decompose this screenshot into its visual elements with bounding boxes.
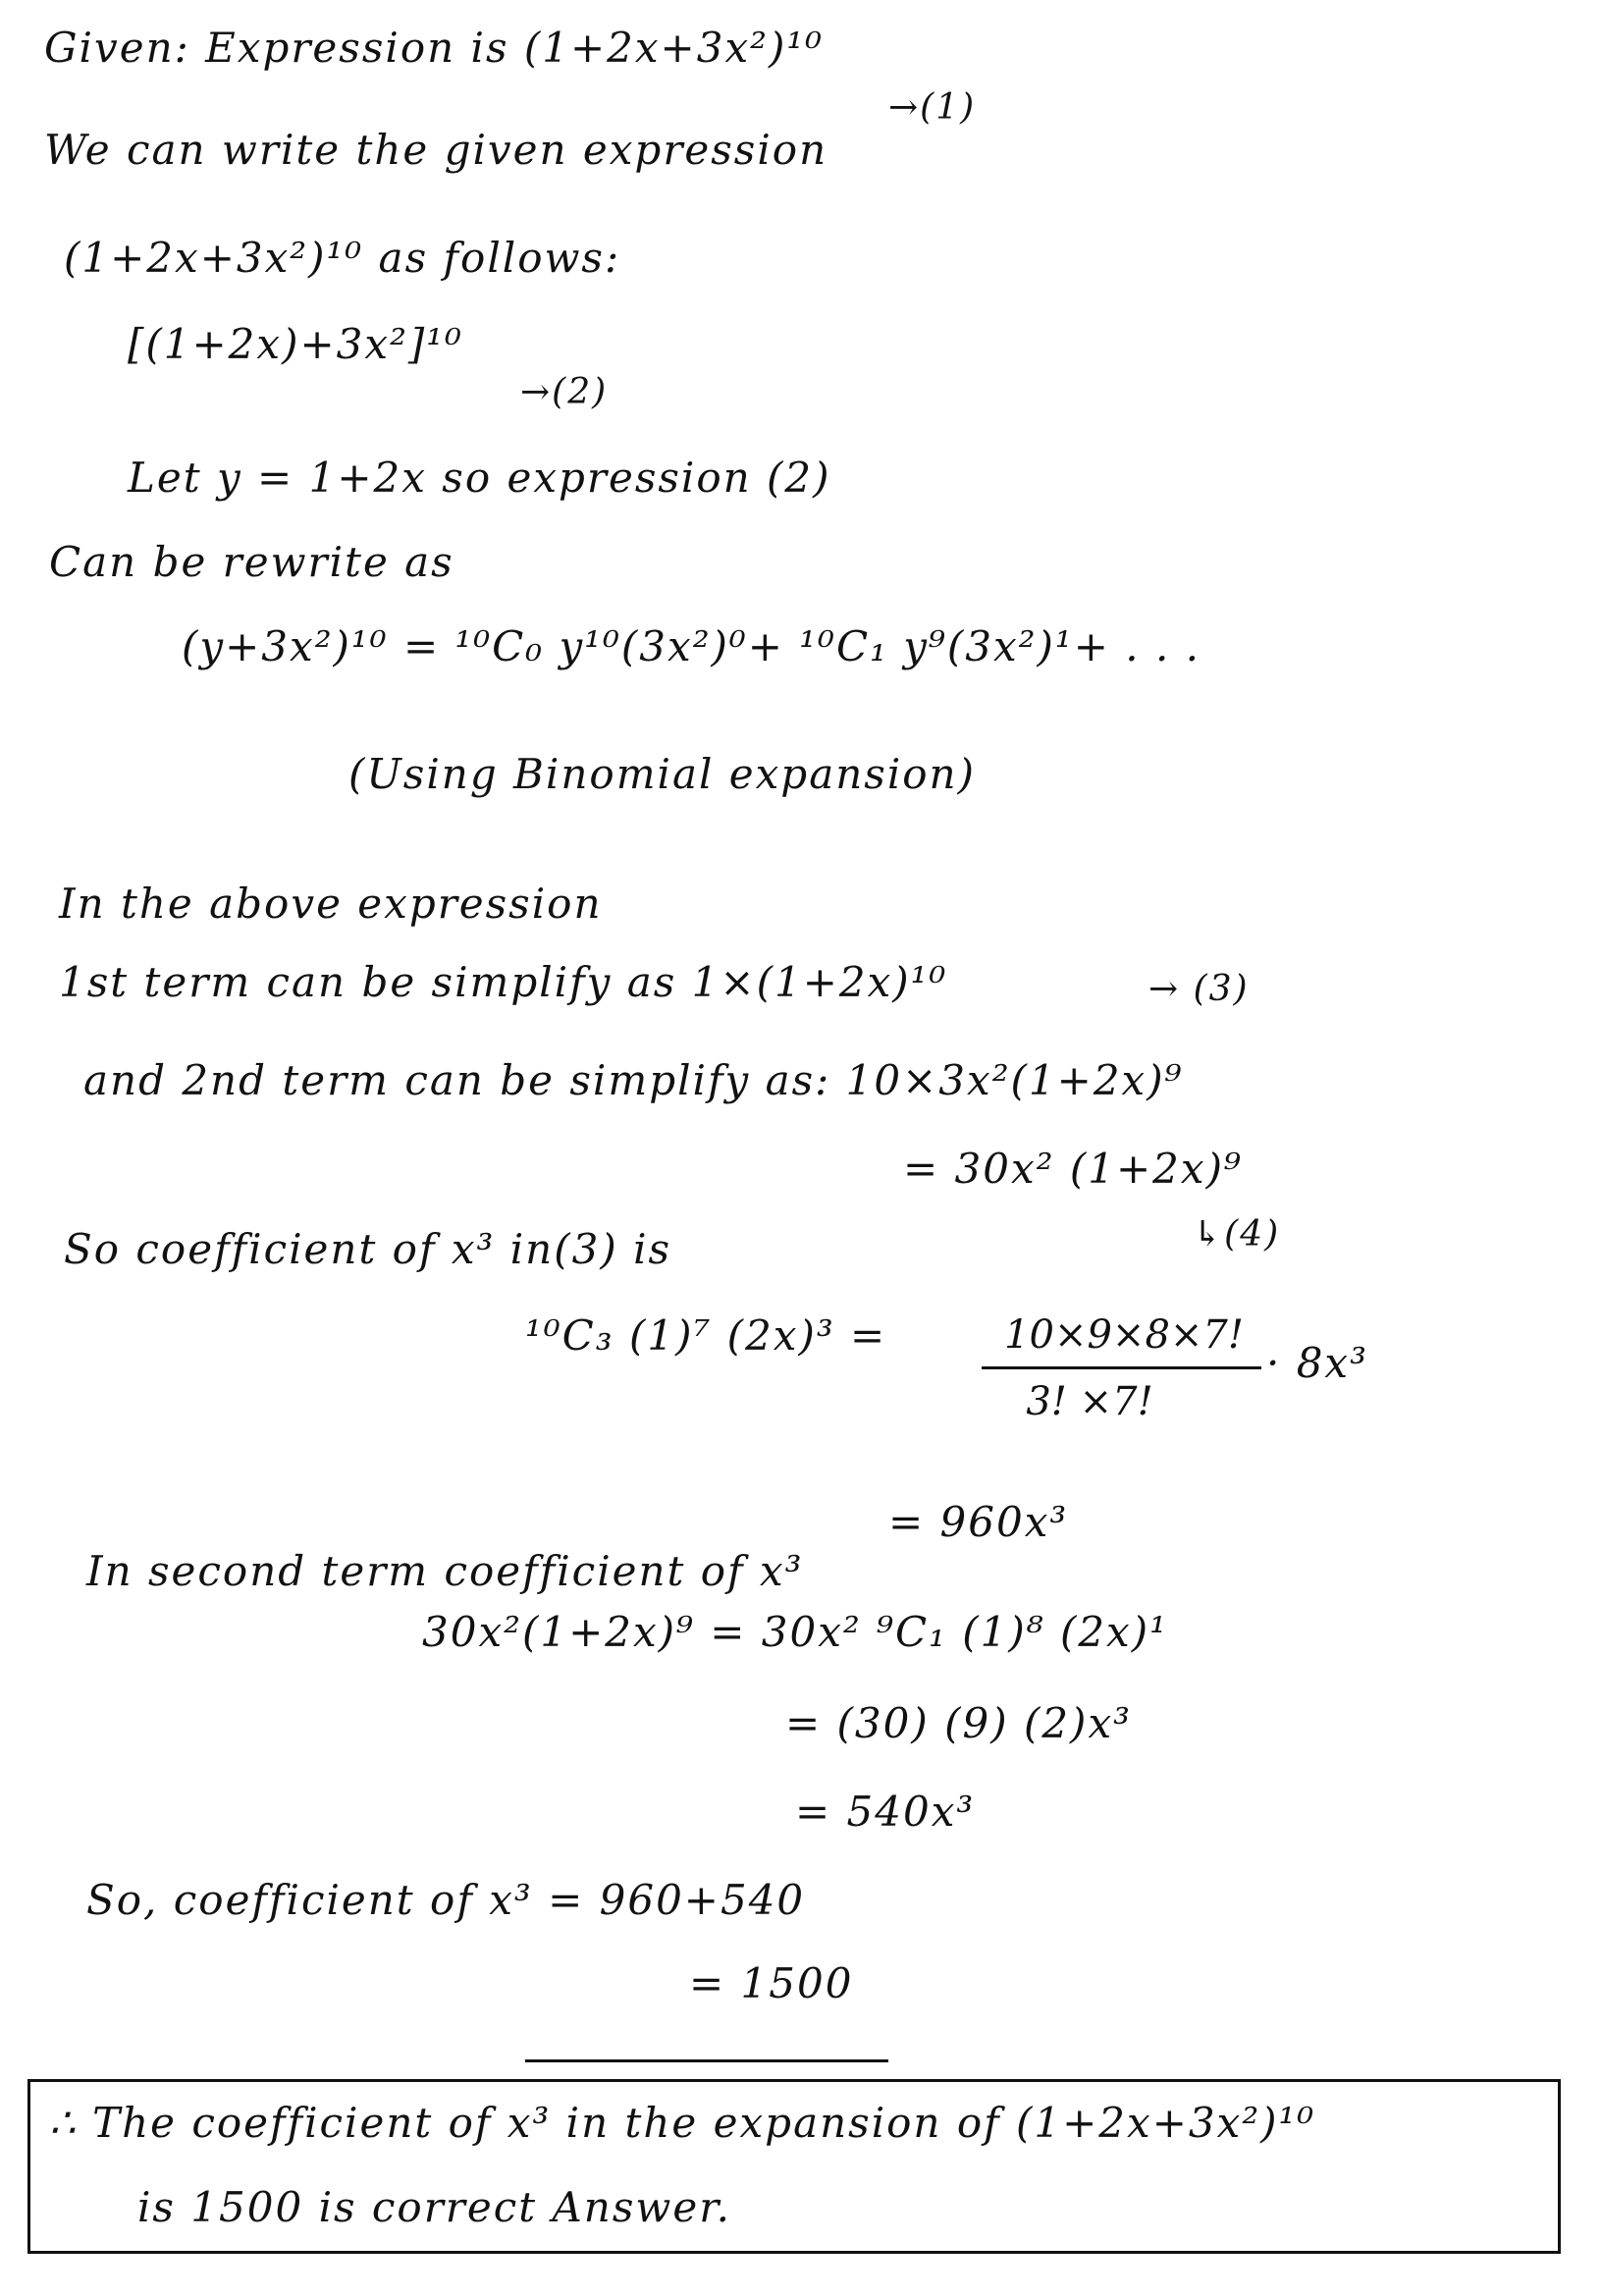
coefficient-in-3-line: So coefficient of x³ in(3) is	[64, 1225, 672, 1273]
second-term-product: = (30) (9) (2)x³	[785, 1699, 1132, 1747]
given-line: Given: Expression is (1+2x+3x²)¹⁰	[44, 24, 825, 72]
binomial-expansion-line: (y+3x²)¹⁰ = ¹⁰C₀ y¹⁰(3x²)⁰+ ¹⁰C₁ y⁹(3x²)¹+ . . .	[182, 622, 1201, 670]
equation-tag-3: → (3)	[1148, 969, 1250, 1009]
second-term-result: = 540x³	[795, 1788, 976, 1836]
conclusion-line: ∴ The coefficient of x³ in the expansion of (1+2x+3x²)¹⁰	[49, 2099, 1316, 2147]
fraction-numerator: 10×9×8×7!	[1004, 1312, 1244, 1358]
first-term-result: = 960x³	[888, 1498, 1069, 1546]
first-term-line: 1st term can be simplify as 1×(1+2x)¹⁰	[59, 958, 948, 1006]
substitution-line: Let y = 1+2x so expression (2)	[128, 454, 831, 502]
expression-follows-line: (1+2x+3x²)¹⁰ as follows:	[64, 234, 621, 282]
combination-term: ¹⁰C₃ (1)⁷ (2x)³ =	[525, 1311, 887, 1360]
grouped-expression: [(1+2x)+3x²]¹⁰	[128, 320, 463, 368]
binomial-note: (Using Binomial expansion)	[348, 750, 976, 798]
total-coefficient-result: = 1500	[689, 1959, 854, 2007]
total-coefficient-line: So, coefficient of x³ = 960+540	[86, 1876, 806, 1924]
second-term-coefficient-line: In second term coefficient of x³	[86, 1547, 804, 1595]
fraction-multiplier: · 8x³	[1266, 1339, 1368, 1387]
above-expression-line: In the above expression	[59, 880, 603, 928]
second-term-expansion: 30x²(1+2x)⁹ = 30x² ⁹C₁ (1)⁸ (2x)¹	[422, 1608, 1168, 1656]
fraction-denominator: 3! ×7!	[1026, 1379, 1153, 1424]
equation-tag-1: →(1)	[888, 87, 977, 128]
second-term-simplified: = 30x² (1+2x)⁹	[903, 1145, 1243, 1193]
equation-tag-2: →(2)	[520, 372, 609, 412]
rewrite-line: Can be rewrite as	[49, 538, 454, 586]
equation-tag-4: ↳(4)	[1193, 1214, 1281, 1255]
separator-line	[525, 2059, 888, 2062]
fraction-bar	[982, 1366, 1261, 1369]
rewrite-intro-line: We can write the given expression	[44, 126, 828, 174]
final-answer-line: is 1500 is correct Answer.	[137, 2183, 732, 2231]
second-term-line: and 2nd term can be simplify as: 10×3x²(1+2x)⁹	[83, 1056, 1184, 1104]
